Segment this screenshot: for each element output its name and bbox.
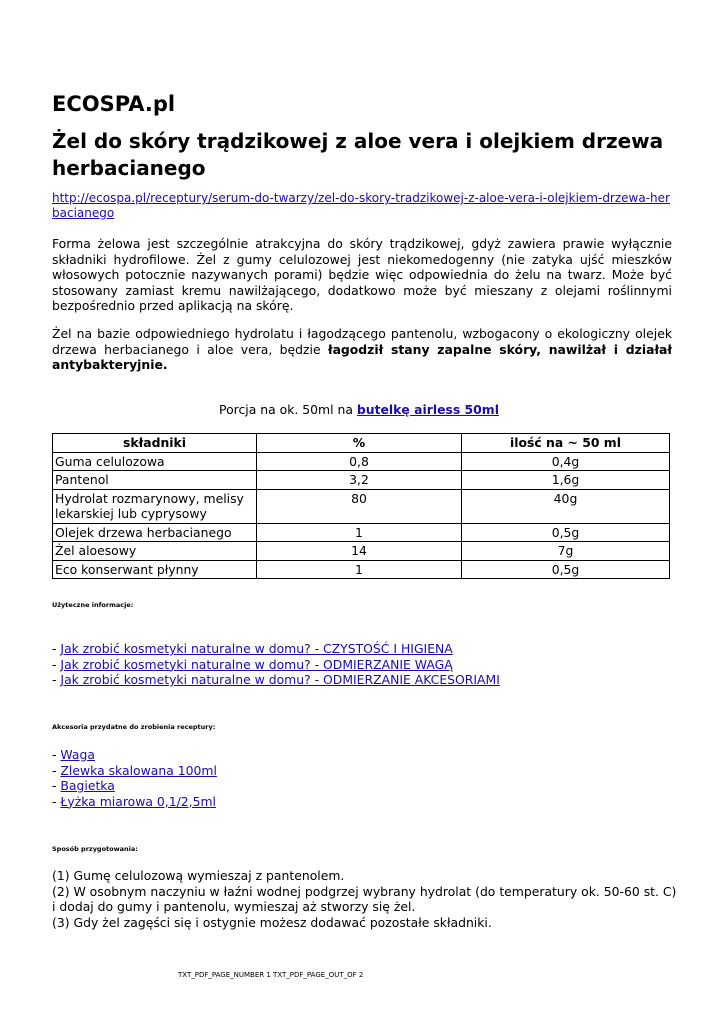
ingredient-percent: 80 <box>257 489 462 523</box>
useful-info-heading: Użyteczne informacje: <box>52 601 134 609</box>
list-item <box>52 763 217 779</box>
preparation-heading: Sposób przygotowania: <box>52 845 138 853</box>
header-amount: ilość na ~ 50 ml <box>462 434 670 453</box>
list-dash: - <box>52 762 61 778</box>
benefits-text: Żel na bazie odpowiedniego hydrolatu i łagodzącego pantenolu, wzbogacony o ekologiczny olejek drzewa herbacianego i aloe vera, będzie <box>52 326 672 357</box>
header-percent: % <box>257 434 462 453</box>
page-footer: TXT_PDF_PAGE_NUMBER 1 TXT_PDF_PAGE_OUT_OF 2 <box>178 971 364 979</box>
ingredient-percent: 0,8 <box>257 452 462 471</box>
ingredient-amount: 0,5g <box>462 560 670 579</box>
site-title: ECOSPA.pl <box>52 92 176 116</box>
preparation-steps <box>52 868 677 930</box>
table-row <box>53 523 670 542</box>
table-row <box>53 542 670 561</box>
ingredient-percent: 1 <box>257 523 462 542</box>
list-item <box>52 672 500 688</box>
recipe-title: Żel do skóry trądzikowej z aloe vera i olejkiem drzewa herbacianego <box>52 129 664 180</box>
useful-info-list <box>52 641 500 688</box>
weighing-guide-link[interactable]: Jak zrobić kosmetyki naturalne w domu? - ODMIERZANIE WAGĄ <box>60 656 453 672</box>
table-row <box>53 452 670 471</box>
ingredient-name: Pantenol <box>53 471 257 490</box>
ingredient-name: Hydrolat rozmarynowy, melisy lekarskiej lub cyprysowy <box>53 489 257 523</box>
ingredient-amount: 7g <box>462 542 670 561</box>
airless-bottle-link[interactable]: butelkę airless 50ml <box>356 402 499 417</box>
preparation-step: (3) Gdy żel zagęści się i ostygnie możesz dodawać pozostałe składniki. <box>52 914 492 930</box>
list-dash: - <box>52 656 61 672</box>
header-ingredients: składniki <box>53 434 257 453</box>
ingredient-name: Eco konserwant płynny <box>53 560 257 579</box>
ingredient-amount: 0,4g <box>462 452 670 471</box>
benefits-paragraph <box>52 326 672 373</box>
list-dash: - <box>52 641 61 656</box>
list-item <box>52 641 500 657</box>
ingredient-amount: 1,6g <box>462 471 670 490</box>
ingredient-name: Żel aloesowy <box>53 542 257 561</box>
ingredient-percent: 1 <box>257 560 462 579</box>
benefits-bold-text: łagodził stany zapalne skóry, nawilżał i działał antybakteryjnie. <box>52 341 672 372</box>
list-dash: - <box>52 778 61 793</box>
ingredient-name: Guma celulozowa <box>53 452 257 471</box>
beaker-link[interactable]: Zlewka skalowana 100ml <box>60 762 217 778</box>
ingredient-percent: 3,2 <box>257 471 462 490</box>
table-header-row <box>53 434 670 453</box>
accessories-heading: Akcesoria przydatne do zrobienia receptury: <box>52 723 216 731</box>
preparation-step: (1) Gumę celulozową wymieszaj z pantenolem. <box>52 868 345 883</box>
accessories-list <box>52 747 217 809</box>
table-row <box>53 471 670 490</box>
intro-paragraph: Forma żelowa jest szczególnie atrakcyjna do skóry trądzikowej, gdyż zawiera prawie wyłącznie składniki hydrofilowe. Żel z gumy celulozowej jest niekomedogenny (nie zatyka ujść mieszków włosowych potocznie nazywanych porami) będzie więc odpowiednia do żelu na twarz. Może być stosowany zamiast kremu nawilżającego, dodatkowo może być mieszany z olejami roślinnymi bezpośrednio przed aplikacją na skórę. <box>52 236 672 313</box>
hygiene-guide-link[interactable]: Jak zrobić kosmetyki naturalne w domu? - CZYSTOŚĆ I HIGIENA <box>60 641 453 656</box>
scale-link[interactable]: Waga <box>60 747 95 762</box>
ingredient-percent: 14 <box>257 542 462 561</box>
list-dash: - <box>52 793 61 809</box>
list-item <box>52 747 217 763</box>
ingredient-name: Olejek drzewa herbacianego <box>53 523 257 542</box>
table-row <box>53 489 670 523</box>
ingredients-table <box>52 433 670 579</box>
source-link[interactable]: http://ecospa.pl/receptury/serum-do-twarzy/zel-do-skory-tradzikowej-z-aloe-vera-i-olejkiem-drzewa-herbacianego <box>52 191 670 220</box>
portion-line <box>52 402 666 417</box>
table-row <box>53 560 670 579</box>
list-item <box>52 794 217 810</box>
stirring-rod-link[interactable]: Bagietka <box>60 778 115 793</box>
list-dash: - <box>52 672 61 687</box>
portion-text: Porcja na ok. 50ml na <box>219 402 357 417</box>
preparation-step: (2) W osobnym naczyniu w łaźni wodnej podgrzej wybrany hydrolat (do temperatury ok. 50-60 st. C) i dodaj do gumy i pantenolu, wymieszaj aż stworzy się żel. <box>52 883 677 914</box>
list-item <box>52 657 500 673</box>
ingredient-amount: 0,5g <box>462 523 670 542</box>
measuring-spoon-link[interactable]: Łyżka miarowa 0,1/2,5ml <box>60 793 216 809</box>
list-item <box>52 778 217 794</box>
accessories-guide-link[interactable]: Jak zrobić kosmetyki naturalne w domu? - ODMIERZANIE AKCESORIAMI <box>60 672 500 687</box>
list-dash: - <box>52 747 61 762</box>
ingredient-amount: 40g <box>462 489 670 523</box>
